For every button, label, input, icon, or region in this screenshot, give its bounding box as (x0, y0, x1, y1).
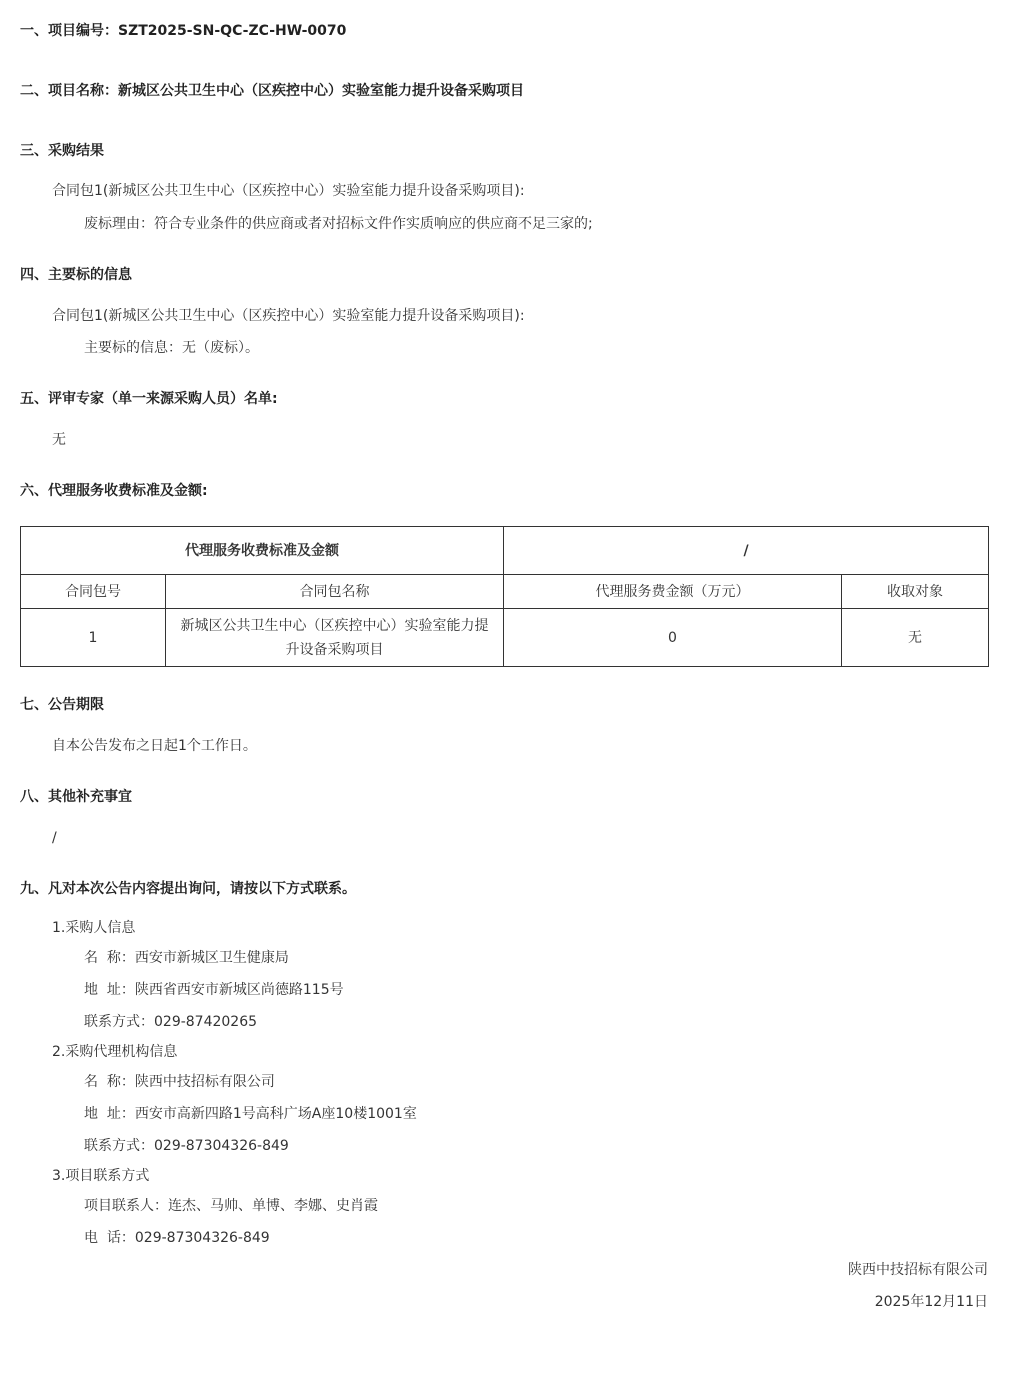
purchaser-name: 名 称：西安市新城区卫生健康局 (84, 950, 289, 966)
table-title-cell: 代理服务收费标准及金额 (21, 527, 504, 575)
table-header-row (21, 575, 989, 609)
project-contact-title: 3.项目联系方式 (52, 1168, 150, 1184)
table-title-value-cell: / (504, 527, 989, 575)
agency-fee-table (20, 526, 989, 667)
section-agency-fee: 六、代理服务收费标准及金额: (20, 483, 208, 499)
column-header: 合同包号 (21, 575, 166, 609)
column-header: 代理服务费金额（万元） (504, 575, 842, 609)
purchaser-contact: 联系方式：029-87420265 (84, 1014, 258, 1030)
table-title-row (21, 527, 989, 575)
section-notice-period: 七、公告期限 (20, 697, 104, 713)
project-contact-phone: 电 话：029-87304326-849 (84, 1230, 270, 1246)
footer-date: 2025年12月11日 (874, 1294, 988, 1310)
section-procurement-result: 三、采购结果 (20, 143, 104, 159)
result-package-label: 合同包1(新城区公共卫生中心（区疾控中心）实验室能力提升设备采购项目): (52, 183, 525, 199)
purchaser-address: 地 址：陕西省西安市新城区尚德路115号 (84, 982, 344, 998)
agency-info-title: 2.采购代理机构信息 (52, 1044, 178, 1060)
purchaser-info-title: 1.采购人信息 (52, 920, 136, 936)
table-row (21, 609, 989, 667)
subject-package-label: 合同包1(新城区公共卫生中心（区疾控中心）实验室能力提升设备采购项目): (52, 308, 525, 324)
subject-info: 主要标的信息：无（废标）。 (84, 340, 259, 356)
other-matters-text: / (52, 830, 57, 846)
result-failure-reason: 废标理由：符合专业条件的供应商或者对招标文件作实质响应的供应商不足三家的; (84, 216, 593, 232)
table-cell: 1 (21, 609, 166, 667)
agency-contact: 联系方式：029-87304326-849 (84, 1138, 289, 1154)
footer-company: 陕西中技招标有限公司 (848, 1262, 988, 1278)
section-main-subject: 四、主要标的信息 (20, 267, 132, 283)
table-cell: 0 (504, 609, 842, 667)
column-header: 收取对象 (842, 575, 989, 609)
agency-name: 名 称：陕西中技招标有限公司 (84, 1074, 275, 1090)
table-cell: 无 (842, 609, 989, 667)
column-header: 合同包名称 (166, 575, 504, 609)
section-project-name: 二、项目名称：新城区公共卫生中心（区疾控中心）实验室能力提升设备采购项目 (20, 83, 524, 99)
section-other-matters: 八、其他补充事宜 (20, 789, 132, 805)
experts-value: 无 (52, 432, 66, 448)
section-contact: 九、凡对本次公告内容提出询问，请按以下方式联系。 (20, 881, 356, 897)
section-review-experts: 五、评审专家（单一来源采购人员）名单: (20, 391, 278, 407)
section-project-number: 一、项目编号：SZT2025-SN-QC-ZC-HW-0070 (20, 23, 347, 39)
project-contact-people: 项目联系人：连杰、马帅、单博、李娜、史肖霞 (84, 1198, 378, 1214)
notice-period-text: 自本公告发布之日起1个工作日。 (52, 738, 257, 754)
agency-address: 地 址：西安市高新四路1号高科广场A座10楼1001室 (84, 1106, 417, 1122)
table-cell: 新城区公共卫生中心（区疾控中心）实验室能力提升设备采购项目 (166, 609, 504, 667)
